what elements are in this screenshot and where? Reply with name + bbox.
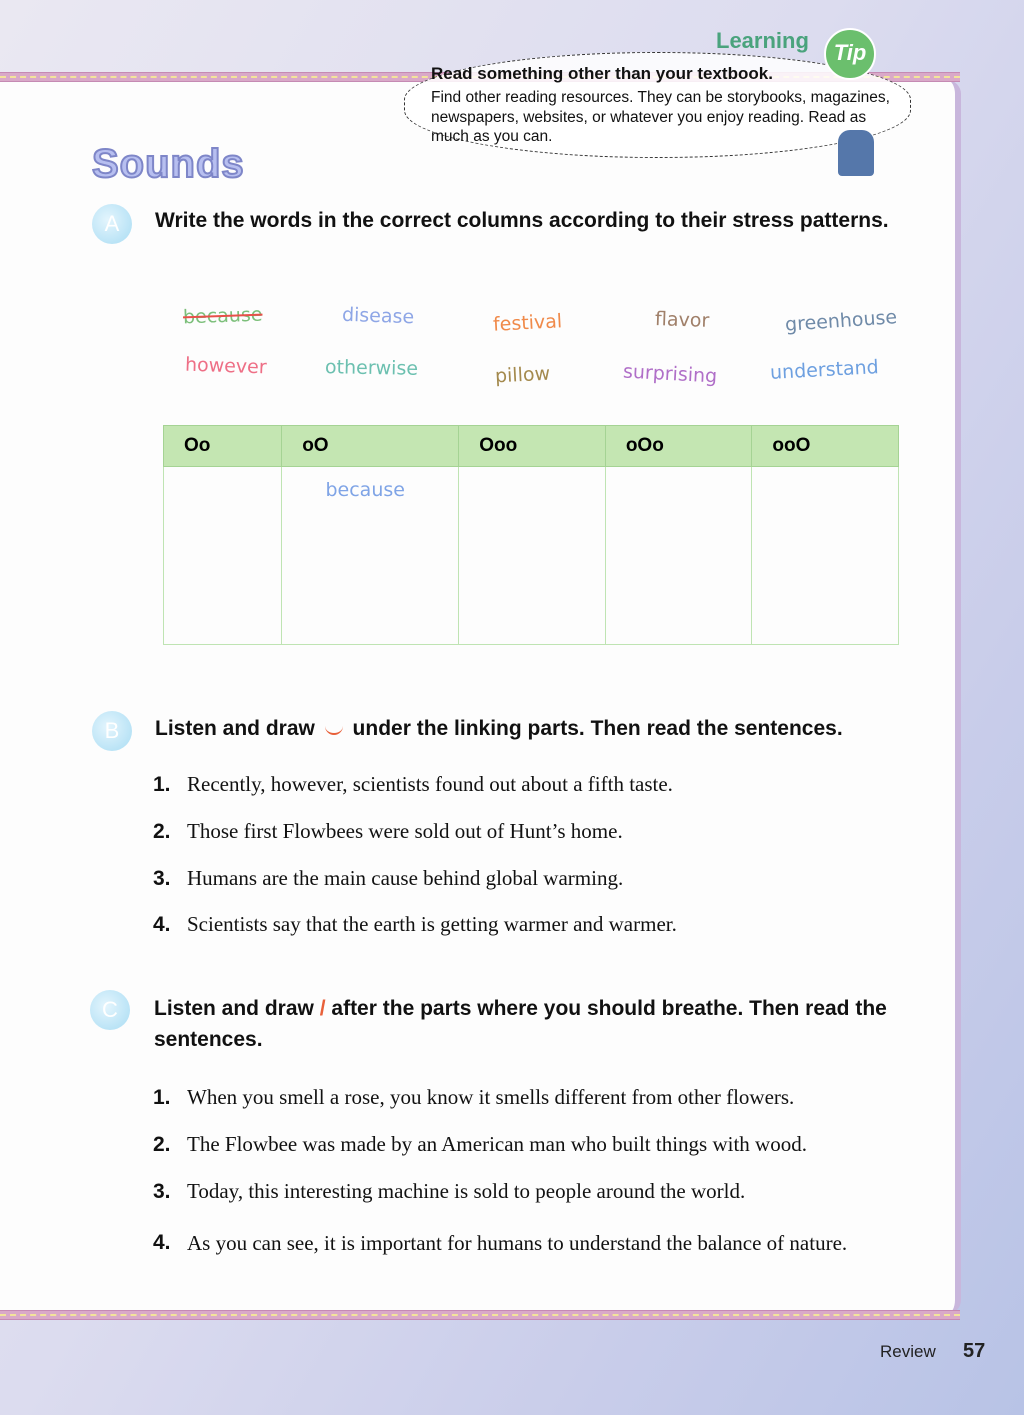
footer-label: Review bbox=[880, 1342, 936, 1361]
section-c-badge: C bbox=[90, 990, 130, 1030]
word-greenhouse: greenhouse bbox=[784, 306, 898, 336]
list-item: 4. As you can see, it is important for humans to understand the balance of nature. bbox=[153, 1231, 848, 1255]
answer-cell[interactable] bbox=[752, 467, 899, 645]
answer-cell[interactable] bbox=[459, 467, 606, 645]
section-a-badge: A bbox=[92, 204, 132, 244]
column-header: Ooo bbox=[459, 426, 606, 467]
tip-title: Read something other than your textbook. bbox=[431, 64, 773, 83]
answer-cell[interactable] bbox=[282, 467, 459, 645]
word-festival: festival bbox=[492, 310, 563, 336]
column-header: oOo bbox=[605, 426, 752, 467]
list-item: 4. Scientists say that the earth is getting warmer and warmer. bbox=[153, 912, 677, 936]
tip-body: Find other reading resources. They can be storybooks, magazines, newspapers, websites, or whatever you enjoy reading. Read as much as you can. bbox=[431, 89, 890, 145]
column-header: Oo bbox=[164, 426, 282, 467]
word-otherwise: otherwise bbox=[324, 356, 419, 380]
list-item: 3. Humans are the main cause behind global warming. bbox=[153, 866, 624, 890]
answer-cell[interactable] bbox=[164, 467, 282, 645]
section-a-instruction: Write the words in the correct columns according to their stress patterns. bbox=[155, 209, 889, 232]
list-item: 1. Recently, however, scientists found out about a fifth taste. bbox=[153, 772, 673, 796]
linking-mark-icon bbox=[325, 725, 343, 735]
answer-cell[interactable] bbox=[605, 467, 752, 645]
word-understand: understand bbox=[769, 356, 880, 384]
word-disease: disease bbox=[341, 303, 415, 329]
word-pillow: pillow bbox=[494, 362, 551, 388]
list-item: 2. Those first Flowbees were sold out of Hunt’s home. bbox=[153, 819, 623, 843]
column-header: ooO bbox=[752, 426, 899, 467]
section-b-badge: B bbox=[92, 711, 132, 751]
list-item: 1. When you smell a rose, you know it smells different from other flowers. bbox=[153, 1085, 795, 1109]
section-c-instruction: Listen and draw / after the parts where you should breathe. Then read the sentences. bbox=[154, 997, 887, 1051]
word-however: however bbox=[184, 353, 267, 379]
page-panel bbox=[0, 80, 961, 1314]
word-surprising: surprising bbox=[622, 360, 718, 388]
section-title: Sounds bbox=[92, 142, 245, 186]
breath-mark-icon: / bbox=[319, 997, 326, 1020]
word-because: because bbox=[182, 303, 263, 329]
word-flavor: flavor bbox=[654, 308, 710, 332]
section-b-instruction: Listen and draw under the linking parts. Then read the sentences. bbox=[155, 717, 843, 740]
learning-label: Learning bbox=[716, 28, 809, 53]
list-item: 3. Today, this interesting machine is sold to people around the world. bbox=[153, 1179, 746, 1203]
page-number: 57 bbox=[963, 1340, 986, 1362]
stress-table bbox=[163, 425, 899, 645]
tip-badge: Tip bbox=[824, 28, 876, 80]
column-header: oO bbox=[282, 426, 459, 467]
answer-because: because bbox=[325, 479, 405, 501]
reader-character-icon bbox=[838, 130, 874, 176]
list-item: 2. The Flowbee was made by an American man who built things with wood. bbox=[153, 1132, 807, 1156]
bottom-border bbox=[0, 1310, 960, 1320]
